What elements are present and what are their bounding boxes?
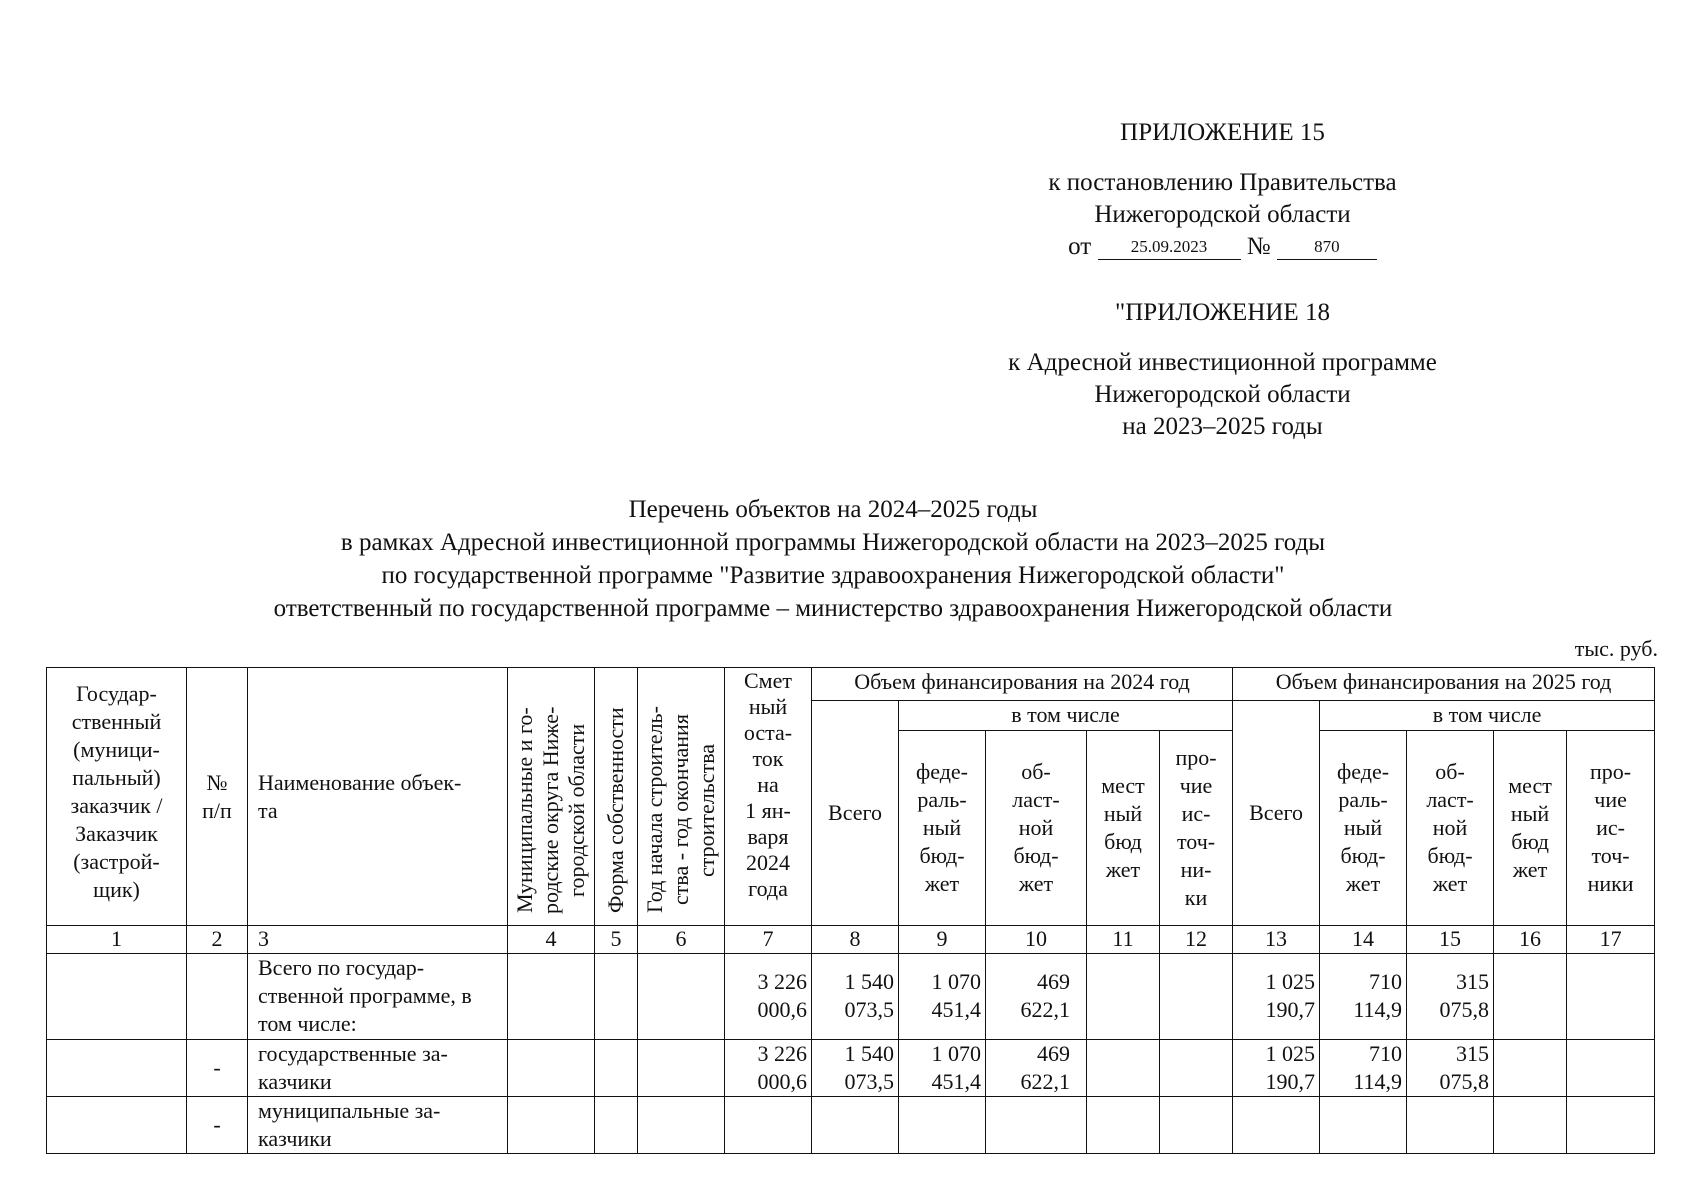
row2-fed25-l2: 114,9	[1353, 1069, 1403, 1094]
header-regional-2024	[986, 731, 1087, 926]
header-estimate-l1: Смет	[744, 668, 792, 693]
cell-federal-2025	[1320, 1040, 1407, 1097]
cell-local-2025	[1494, 1040, 1567, 1097]
cell-estimate	[725, 1097, 812, 1154]
header-years-l2: ства - год окончания	[668, 714, 693, 906]
header-ownership	[595, 668, 638, 926]
row2-reg24-l1: 469	[1037, 1041, 1070, 1066]
cell-estimate	[725, 1040, 812, 1097]
date-prefix: от	[1068, 233, 1092, 260]
cell-regional-2024	[986, 1097, 1087, 1154]
h-oth25-l3: ис-	[1596, 815, 1625, 840]
row1-reg25-l1: 315	[1456, 969, 1490, 994]
row2-total25-l1: 1 025	[1265, 1041, 1316, 1066]
col-num-17: 17	[1567, 926, 1655, 954]
row1-total25-l1: 1 025	[1265, 969, 1316, 994]
h-fed25-l5: жет	[1345, 871, 1381, 896]
h-loc24-l1: мест	[1101, 773, 1145, 798]
cell-ownership	[595, 954, 638, 1040]
row2-fed24-l1: 1 070	[931, 1041, 981, 1066]
header-estimate-l5: на	[757, 772, 779, 797]
row2-estimate-l1: 3 226	[757, 1041, 807, 1066]
header-estimate-l7: варя	[747, 824, 789, 849]
col-num-13: 13	[1233, 926, 1320, 954]
h-fed25-l2: раль-	[1338, 787, 1388, 812]
cell-num: -	[187, 1097, 248, 1154]
row1-estimate-l2: 000,6	[757, 997, 807, 1022]
row2-total25-l2: 190,7	[1265, 1069, 1316, 1094]
row1-name-l1: Всего по государ-	[258, 955, 425, 980]
row2-reg24-l2: 622,1	[1020, 1069, 1070, 1094]
col-num-10: 10	[986, 926, 1087, 954]
header-years-text	[642, 695, 720, 925]
cell-regional-2024	[986, 1040, 1087, 1097]
appendix-18-title: "ПРИЛОЖЕНИЕ 18	[1115, 299, 1330, 326]
h-reg25-l2: ласт-	[1426, 787, 1474, 812]
h-oth24-l3: ис-	[1181, 801, 1211, 826]
col-num-5: 5	[595, 926, 638, 954]
cell-other-2025	[1567, 954, 1655, 1040]
h-reg25-l1: об-	[1435, 759, 1465, 784]
title-line-2: в рамках Адресной инвестиционной программы Нижегородской области на 2023–2025 годы	[340, 529, 1326, 556]
col-num-1: 1	[47, 926, 187, 954]
h-fed25-l3: ный	[1343, 815, 1383, 840]
cell-name	[248, 1097, 508, 1154]
h-oth24-l2: чие	[1179, 773, 1213, 798]
col-num-12: 12	[1160, 926, 1233, 954]
header-name-l2: та	[258, 797, 278, 823]
h-loc24-l4: жет	[1105, 857, 1141, 882]
cell-years	[638, 1040, 725, 1097]
row1-estimate-l1: 3 226	[757, 969, 807, 994]
row2-reg25-l2: 075,8	[1439, 1069, 1490, 1094]
resolution-line-1: к постановлению Правительства	[1048, 169, 1397, 196]
h-fed24-l4: бюд-	[919, 843, 965, 868]
header-estimate-l2: ный	[748, 694, 788, 719]
col-num-11: 11	[1087, 926, 1160, 954]
h-oth24-l1: про-	[1175, 745, 1217, 770]
row2-estimate-l2: 000,6	[757, 1069, 807, 1094]
h-loc24-l2: ный	[1103, 801, 1143, 826]
cell-name	[248, 954, 508, 1040]
h-loc25-l1: мест	[1508, 773, 1552, 798]
header-estimate-l3: оста-	[743, 720, 793, 745]
col-num-9: 9	[899, 926, 986, 954]
header-years	[638, 668, 725, 926]
row2-total24-l2: 073,5	[844, 1069, 894, 1094]
header-customer-l1: Государ-	[76, 681, 157, 706]
h-reg24-l2: ласт-	[1012, 787, 1060, 812]
cell-local-2025	[1494, 954, 1567, 1040]
cell-other-2025	[1567, 1097, 1655, 1154]
h-fed24-l3: ный	[922, 815, 962, 840]
row1-fed25-l2: 114,9	[1353, 997, 1403, 1022]
cell-federal-2024	[899, 954, 986, 1040]
h-reg24-l1: об-	[1021, 759, 1051, 784]
header-num-l2: п/п	[202, 797, 232, 823]
header-total-2025: Всего	[1233, 701, 1320, 926]
header-municipal-l2: родские округа Ниже-	[538, 706, 563, 914]
h-fed25-l1: феде-	[1337, 759, 1390, 784]
cell-other-2024	[1160, 954, 1233, 1040]
cell-total-2024	[812, 1040, 899, 1097]
header-customer-l4: пальный)	[72, 765, 161, 790]
header-municipal-l1: Муниципальные и го-	[512, 707, 537, 913]
header-fin-2024: Объем финансирования на 2024 год	[812, 668, 1233, 701]
col-num-2: 2	[187, 926, 248, 954]
appendix-15-title: ПРИЛОЖЕНИЕ 15	[1120, 119, 1325, 146]
header-years-l1: Год начала строитель-	[642, 706, 667, 914]
cell-years	[638, 1097, 725, 1154]
col-num-6: 6	[638, 926, 725, 954]
cell-ownership	[595, 1097, 638, 1154]
row2-fed24-l2: 451,4	[931, 1069, 981, 1094]
header-estimate-l9: года	[748, 876, 788, 901]
program-line-1: к Адресной инвестиционной программе	[1008, 349, 1437, 376]
title-line-3: по государственной программе "Развитие здравоохранения Нижегородской области"	[381, 562, 1285, 589]
cell-other-2025	[1567, 1040, 1655, 1097]
header-row-1	[47, 668, 1655, 701]
row2-total24-l1: 1 540	[844, 1041, 894, 1066]
row1-total25-l2: 190,7	[1265, 997, 1316, 1022]
row1-total24-l1: 1 540	[844, 969, 894, 994]
cell-regional-2024	[986, 954, 1087, 1040]
h-oth24-l4: точ-	[1176, 829, 1216, 854]
header-estimate	[725, 668, 812, 926]
col-num-14: 14	[1320, 926, 1407, 954]
h-oth24-l6: ки	[1184, 885, 1208, 910]
cell-municipal	[508, 1097, 595, 1154]
document-title	[100, 493, 1566, 625]
header-customer-l5: заказчик /	[70, 793, 163, 818]
header-local-2025	[1494, 731, 1567, 926]
header-estimate-l8: 2024	[746, 850, 790, 875]
cell-federal-2025	[1320, 954, 1407, 1040]
header-other-2024	[1160, 731, 1233, 926]
h-oth24-l5: ни-	[1180, 857, 1212, 882]
h-oth25-l4: точ-	[1591, 843, 1630, 868]
h-oth25-l1: про-	[1590, 759, 1632, 784]
cell-total-2024	[812, 954, 899, 1040]
header-customer-l8: щик)	[93, 877, 140, 902]
units-label: тыс. руб.	[1574, 636, 1658, 661]
row1-reg25-l2: 075,8	[1439, 997, 1490, 1022]
header-customer-l2: ственный	[71, 709, 162, 734]
h-reg24-l4: бюд-	[1013, 843, 1059, 868]
col-num-15: 15	[1407, 926, 1494, 954]
header-regional-2025	[1407, 731, 1494, 926]
row1-fed24-l2: 451,4	[931, 997, 981, 1022]
cell-name	[248, 1040, 508, 1097]
row1-name-l3: том числе:	[258, 1011, 357, 1036]
row1-fed24-l1: 1 070	[931, 969, 981, 994]
cell-customer	[47, 1097, 187, 1154]
number-sign: №	[1246, 233, 1271, 260]
row1-reg24-l2: 622,1	[1020, 997, 1070, 1022]
objects-table	[46, 667, 1655, 1154]
resolution-number: 870	[1277, 235, 1377, 260]
header-municipal	[508, 668, 595, 926]
header-ownership-text: Форма собственности	[603, 707, 628, 913]
resolution-date: 25.09.2023	[1098, 235, 1241, 260]
h-reg24-l5: жет	[1018, 871, 1054, 896]
col-num-8: 8	[812, 926, 899, 954]
header-customer-l6: Заказчик	[75, 821, 158, 846]
h-oth25-l5: ники	[1587, 871, 1634, 896]
cell-federal-2025	[1320, 1097, 1407, 1154]
header-years-l3: строительства	[694, 743, 719, 877]
header-estimate-l4: ток	[752, 746, 784, 771]
resolution-ref	[940, 167, 1505, 263]
h-reg25-l3: ной	[1432, 815, 1468, 840]
cell-other-2024	[1160, 1040, 1233, 1097]
h-fed24-l5: жет	[924, 871, 960, 896]
row3-name-l2: казчики	[258, 1126, 332, 1151]
h-fed24-l2: раль-	[917, 787, 967, 812]
row2-fed25-l1: 710	[1369, 1041, 1403, 1066]
program-ref	[940, 347, 1505, 443]
header-local-2024	[1087, 731, 1160, 926]
header-total-2024: Всего	[812, 701, 899, 926]
cell-num: -	[187, 1040, 248, 1097]
resolution-date-line	[940, 231, 1505, 263]
cell-local-2024	[1087, 954, 1160, 1040]
header-including-2025: в том числе	[1320, 701, 1655, 731]
cell-local-2024	[1087, 1040, 1160, 1097]
cell-num	[187, 954, 248, 1040]
h-loc25-l4: жет	[1512, 857, 1548, 882]
cell-ownership	[595, 1040, 638, 1097]
cell-other-2024	[1160, 1097, 1233, 1154]
cell-regional-2025	[1407, 1040, 1494, 1097]
h-reg25-l5: жет	[1432, 871, 1468, 896]
row1-name-l2: ственной программе, в	[258, 983, 472, 1008]
program-line-3: на 2023–2025 годы	[1122, 413, 1323, 440]
header-federal-2024	[899, 731, 986, 926]
cell-customer	[47, 1040, 187, 1097]
cell-regional-2025	[1407, 1097, 1494, 1154]
table-row	[47, 954, 1655, 1040]
row2-name-l2: казчики	[258, 1069, 332, 1094]
row1-fed25-l1: 710	[1369, 969, 1403, 994]
header-num	[187, 668, 248, 926]
column-numbers-row	[47, 926, 1655, 954]
h-fed25-l4: бюд-	[1340, 843, 1386, 868]
cell-federal-2024	[899, 1040, 986, 1097]
header-customer	[47, 668, 187, 926]
header-estimate-l6: 1 ян-	[745, 798, 791, 823]
table-row	[47, 1040, 1655, 1097]
cell-regional-2025	[1407, 954, 1494, 1040]
cell-estimate	[725, 954, 812, 1040]
h-reg24-l3: ной	[1018, 815, 1054, 840]
cell-local-2024	[1087, 1097, 1160, 1154]
h-loc25-l2: ный	[1510, 801, 1550, 826]
header-fin-2025: Объем финансирования на 2025 год	[1233, 668, 1655, 701]
row1-reg24-l1: 469	[1037, 969, 1070, 994]
title-line-1: Перечень объектов на 2024–2025 годы	[628, 496, 1038, 523]
header-federal-2025	[1320, 731, 1407, 926]
header-municipal-l3: городской области	[564, 723, 589, 897]
col-num-4: 4	[508, 926, 595, 954]
cell-municipal	[508, 1040, 595, 1097]
header-including-2024: в том числе	[899, 701, 1233, 731]
row2-reg25-l1: 315	[1456, 1041, 1490, 1066]
resolution-line-2: Нижегородской области	[1094, 201, 1351, 228]
cell-total-2025	[1233, 1040, 1320, 1097]
cell-total-2024	[812, 1097, 899, 1154]
h-loc24-l3: бюд	[1104, 829, 1142, 854]
header-name	[248, 668, 508, 926]
cell-municipal	[508, 954, 595, 1040]
cell-total-2025	[1233, 1097, 1320, 1154]
header-name-l1: Наименование объек-	[258, 769, 462, 795]
header-municipal-text	[512, 695, 590, 925]
row1-total24-l2: 073,5	[844, 997, 894, 1022]
h-reg25-l4: бюд-	[1427, 843, 1473, 868]
header-customer-l7: (застрой-	[73, 849, 160, 874]
cell-customer	[47, 954, 187, 1040]
table-row	[47, 1097, 1655, 1154]
col-num-3: 3	[248, 926, 508, 954]
row3-name-l1: муниципальные за-	[258, 1098, 441, 1123]
title-line-4: ответственный по государственной программе – министерство здравоохранения Нижегородской области	[273, 595, 1393, 622]
header-other-2025	[1567, 731, 1655, 926]
header-num-l1: №	[206, 769, 228, 795]
cell-years	[638, 954, 725, 1040]
col-num-16: 16	[1494, 926, 1567, 954]
h-oth25-l2: чие	[1594, 787, 1627, 812]
program-line-2: Нижегородской области	[1094, 381, 1351, 408]
cell-total-2025	[1233, 954, 1320, 1040]
header-customer-l3: (муници-	[73, 737, 160, 762]
col-num-7: 7	[725, 926, 812, 954]
h-fed24-l1: феде-	[915, 759, 968, 784]
h-loc25-l3: бюд	[1511, 829, 1549, 854]
cell-local-2025	[1494, 1097, 1567, 1154]
cell-federal-2024	[899, 1097, 986, 1154]
row2-name-l1: государственные за-	[258, 1041, 448, 1066]
